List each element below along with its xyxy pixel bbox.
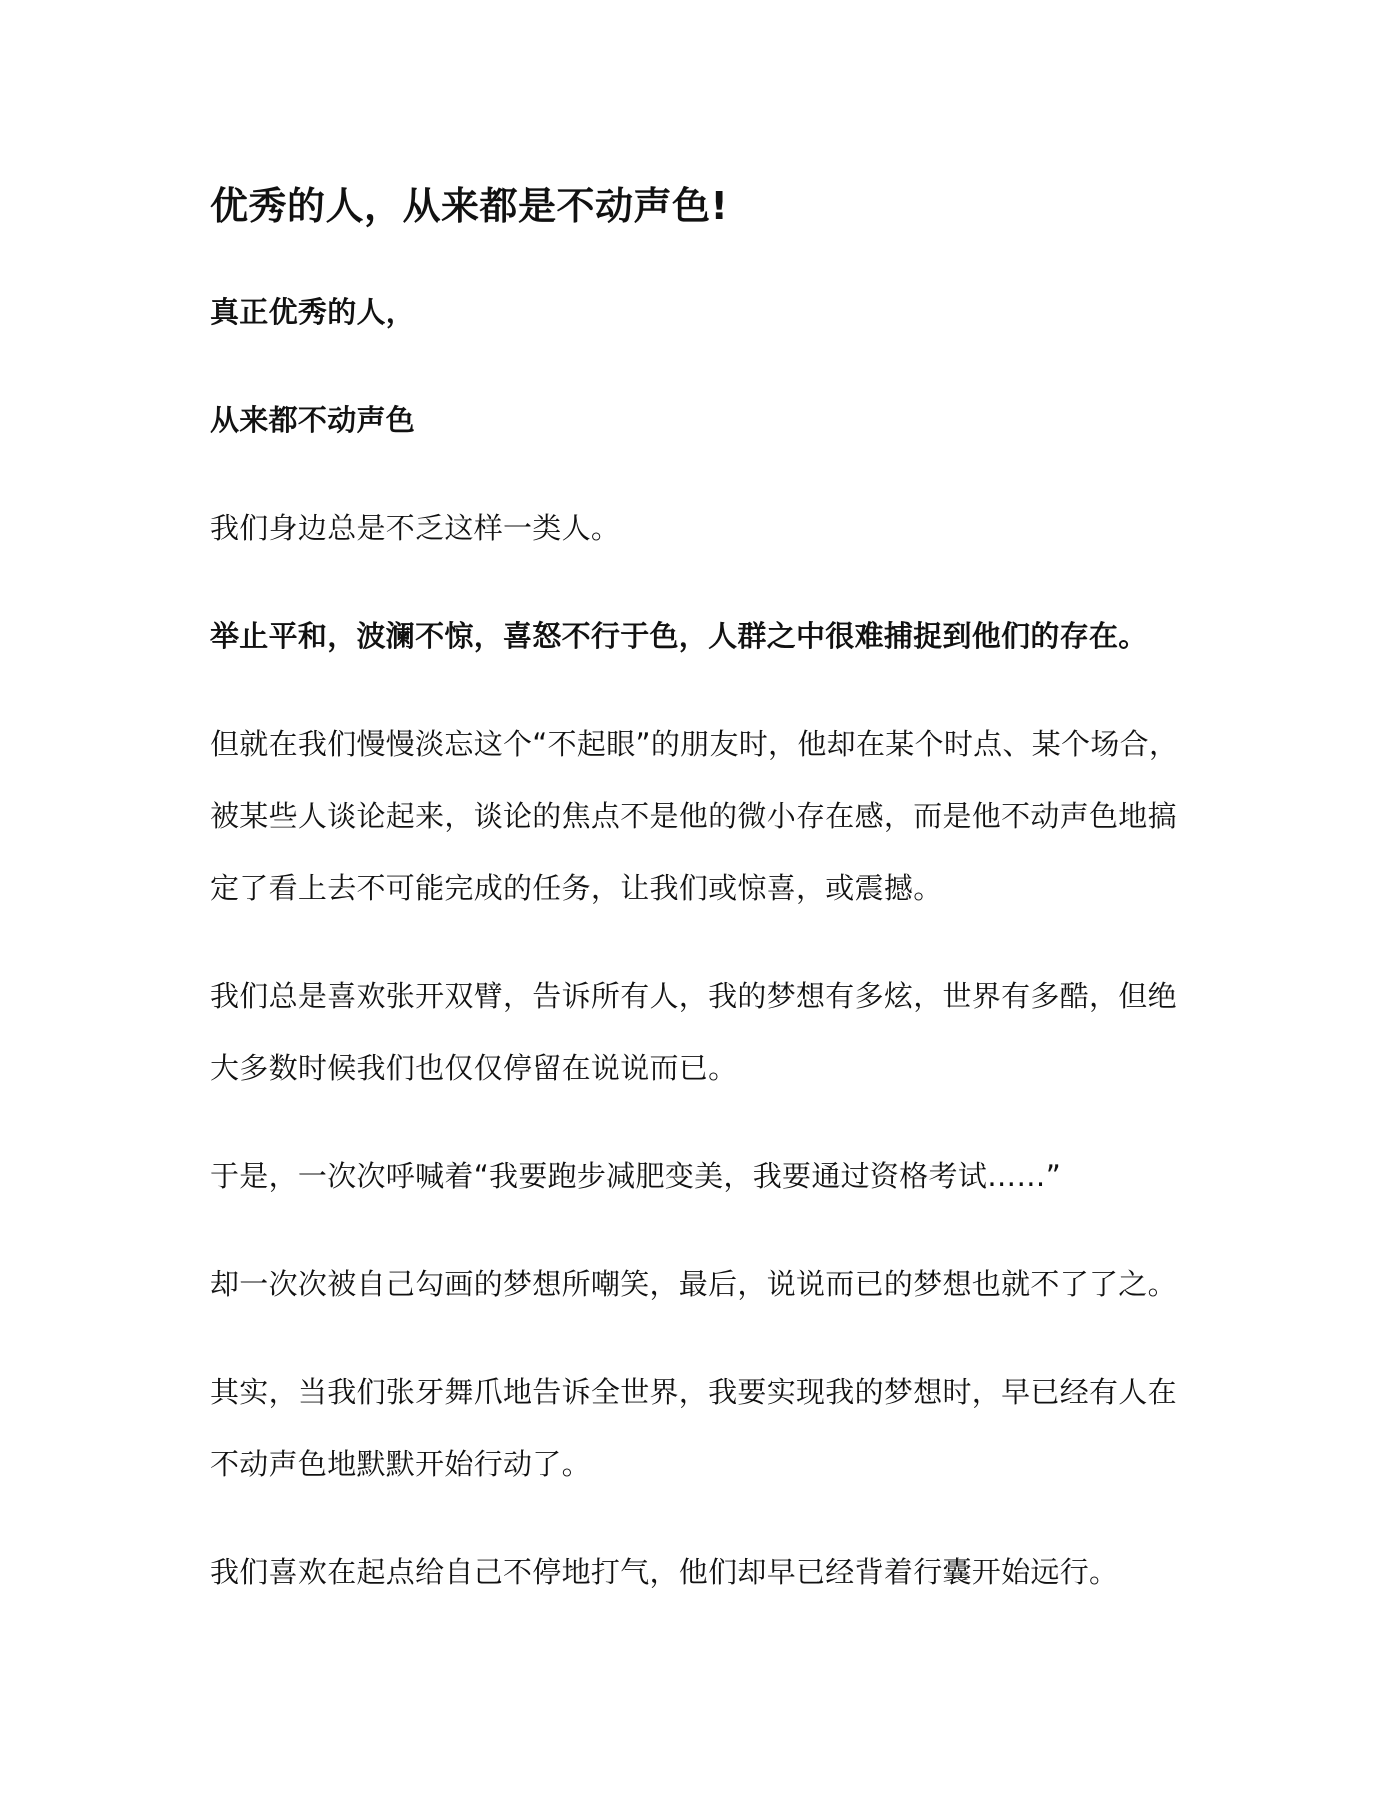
document-title: 优秀的人，从来都是不动声色! — [210, 184, 729, 228]
paragraph: 我们身边总是不乏这样一类人。 — [210, 511, 621, 545]
document-body — [210, 180, 1185, 1644]
paragraph-bold: 举止平和，波澜不惊，喜怒不行于色，人群之中很难捕捉到他们的存在。 — [210, 619, 1148, 653]
subtitle-line-1: 真正优秀的人， — [210, 295, 416, 329]
subtitle-line-2: 从来都不动声色 — [210, 403, 416, 437]
paragraph: 我们喜欢在起点给自己不停地打气，他们却早已经背着行囊开始远行。 — [210, 1555, 1119, 1589]
paragraph: 却一次次被自己勾画的梦想所嘲笑，最后，说说而已的梦想也就不了了之。 — [210, 1267, 1177, 1301]
paragraph: 于是，一次次呼喊着“我要跑步减肥变美，我要通过资格考试……” — [210, 1159, 1062, 1193]
paragraph: 我们总是喜欢张开双臂，告诉所有人，我的梦想有多炫，世界有多酷，但绝大多数时候我们也仅仅停留在说说而已。 — [210, 979, 1177, 1085]
paragraph: 但就在我们慢慢淡忘这个“不起眼”的朋友时，他却在某个时点、某个场合，被某些人谈论起来，谈论的焦点不是他的微小存在感，而是他不动声色地搞定了看上去不可能完成的任务，让我们或惊喜，或震撼。 — [210, 727, 1179, 905]
paragraph: 其实，当我们张牙舞爪地告诉全世界，我要实现我的梦想时，早已经有人在不动声色地默默开始行动了。 — [210, 1375, 1177, 1481]
